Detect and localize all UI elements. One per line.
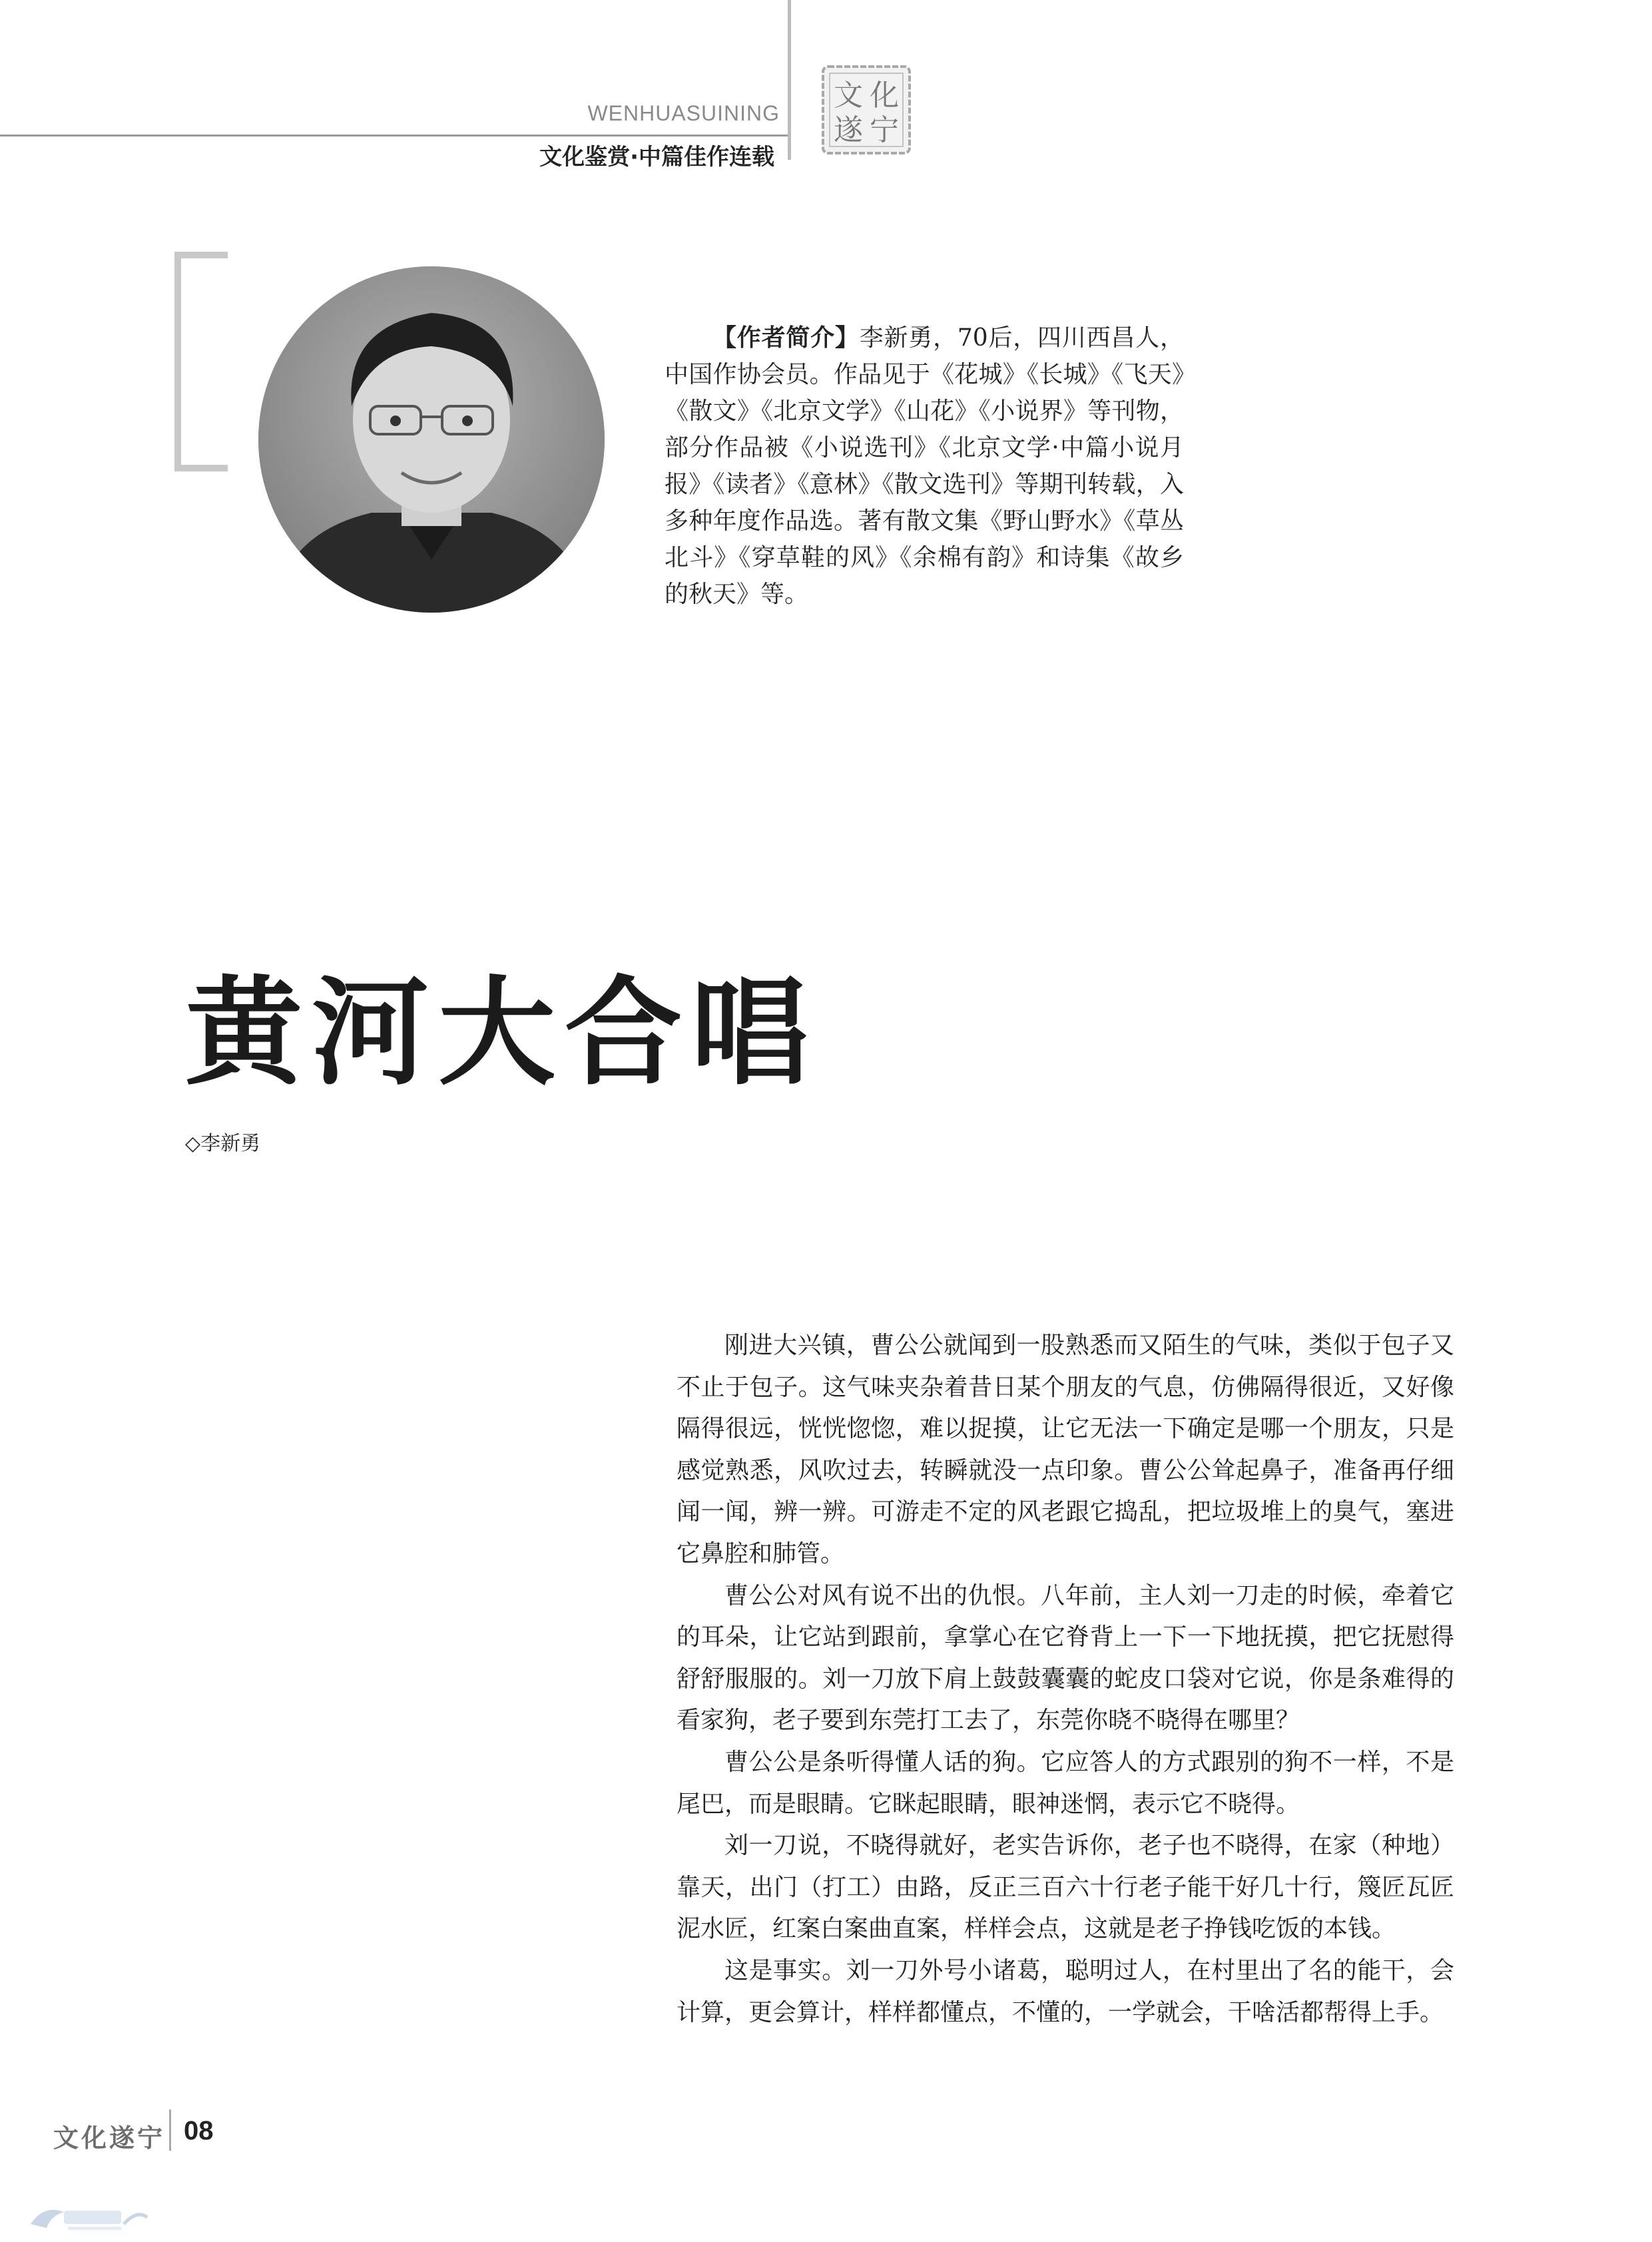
page-number: 08	[184, 2116, 214, 2145]
paragraph: 刚进大兴镇，曹公公就闻到一股熟悉而又陌生的气味，类似于包子又不止于包子。这气味夹杂着昔日某个朋友的气息，仿佛隔得很近，又好像隔得很远，恍恍惚惚，难以捉摸，让它无法一下确定是哪一个朋友，只是感觉熟悉，风吹过去，转瞬就没一点印象。曹公公耸起鼻子，准备再仔细闻一闻，辨一辨。可游走不定的风老跟它捣乱，把垃圾堆上的臭气，塞进它鼻腔和肺管。	[677, 1332, 1454, 1567]
header-divider	[788, 0, 791, 160]
logo-char-2: 化	[870, 79, 899, 113]
logo-char-3: 遂	[834, 113, 863, 147]
header-rule	[0, 135, 789, 137]
header-english-title: WENHUASUINING	[587, 101, 780, 125]
author-photo	[258, 266, 605, 613]
article-body	[677, 1325, 1454, 2034]
watermark-logo	[24, 2197, 150, 2237]
paragraph: 这是事实。刘一刀外号小诸葛，聪明过人，在村里出了名的能干，会计算，更会算计，样样都懂点，不懂的，一学就会，干啥活都帮得上手。	[677, 1956, 1454, 2026]
logo-char-4: 宁	[870, 113, 899, 147]
header-section-title: 文化鉴赏·中篇佳作连载	[539, 144, 774, 170]
article-title: 黄河大合唱	[185, 965, 818, 1101]
magazine-logo	[820, 64, 912, 156]
paragraph: 曹公公对风有说不出的仇恨。八年前，主人刘一刀走的时候，牵着它的耳朵，让它站到跟前，拿掌心在它脊背上一下一下地抚摸，把它抚慰得舒舒服服的。刘一刀放下肩上鼓鼓囊囊的蛇皮口袋对它说，你是条难得的看家狗，老子要到东莞打工去了，东莞你晓不晓得在哪里？	[677, 1581, 1454, 1735]
author-bio	[665, 320, 1184, 613]
decorative-bracket	[174, 252, 228, 471]
paragraph: 刘一刀说，不晓得就好，老实告诉你，老子也不晓得，在家（种地）靠天，出门（打工）由路，反正三百六十行老子能干好几十行，篾匠瓦匠泥水匠，红案白案曲直案，样样会点，这就是老子挣钱吃饭的本钱。	[677, 1832, 1454, 1943]
footer-brand: 文化遂宁	[53, 2123, 166, 2153]
footer-divider	[169, 2109, 171, 2151]
bio-label: 【作者简介】	[712, 324, 860, 352]
logo-char-1: 文	[834, 79, 863, 113]
article-byline: ◇李新勇	[185, 1132, 261, 1155]
bio-text: 李新勇，70后，四川西昌人，中国作协会员。作品见于《花城》《长城》《飞天》《散文》《北京文学》《山花》《小说界》等刊物，部分作品被《小说选刊》《北京文学·中篇小说月报》《读者》《意林》《散文选刊》等期刊转载，入多种年度作品选。著有散文集《野山野水》《草丛北斗》《穿草鞋的风》《余棉有韵》和诗集《故乡的秋天》等。	[665, 324, 1184, 608]
paragraph: 曹公公是条听得懂人话的狗。它应答人的方式跟别的狗不一样，不是尾巴，而是眼睛。它眯起眼睛，眼神迷惘，表示它不晓得。	[677, 1748, 1454, 1818]
